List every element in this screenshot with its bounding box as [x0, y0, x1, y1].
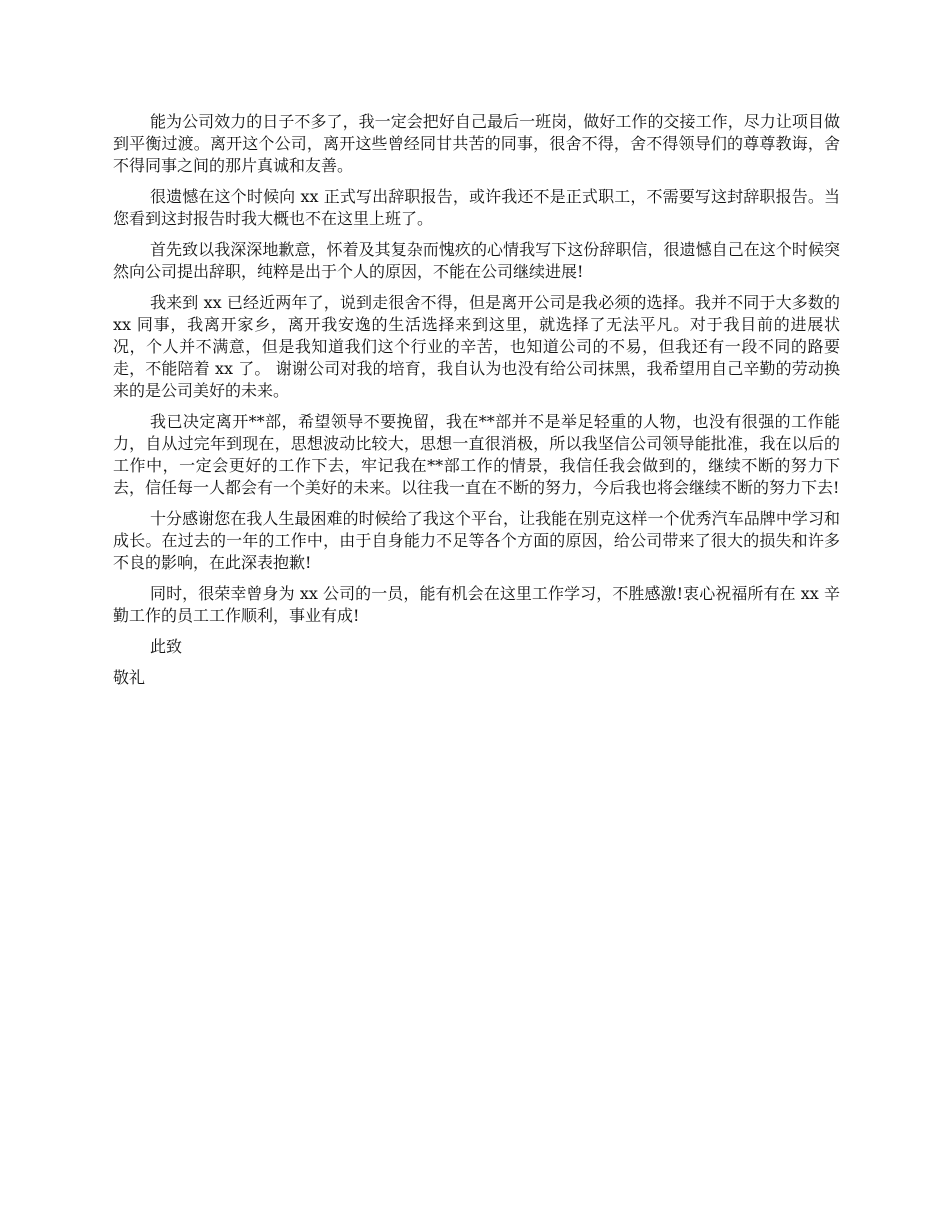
paragraph-7: 同时，很荣幸曾身为 xx 公司的一员，能有机会在这里工作学习，不胜感激!衷心祝福所有在 xx 辛勤工作的员工工作顺利，事业有成! — [113, 584, 840, 625]
paragraph-6: 十分感谢您在我人生最困难的时候给了我这个平台，让我能在别克这样一个优秀汽车品牌中学习和成长。在过去的一年的工作中，由于自身能力不足等各个方面的原因，给公司带来了很大的损失和许多不良的影响，在此深表抱歉! — [113, 509, 840, 572]
paragraph-1: 能为公司效力的日子不多了，我一定会把好自己最后一班岗，做好工作的交接工作，尽力让项目做到平衡过渡。离开这个公司，离开这些曾经同甘共苦的同事，很舍不得，舍不得领导们的尊尊教诲，舍不得同事之间的那片真诚和友善。 — [113, 112, 840, 175]
paragraph-4: 我来到 xx 已经近两年了，说到走很舍不得，但是离开公司是我必须的选择。我并不同于大多数的 xx 同事，我离开家乡，离开我安逸的生活选择来到这里，就选择了无法平凡。对于我目前的进展状况，个人并不满意，但是我知道我们这个行业的辛苦，也知道公司的不易，但我还有一段不同的路要走，不能陪着 xx 了。 谢谢公司对我的培育，我自认为也没有给公司抹黑，我希望用自己辛勤的劳动换来的是公司美好的未来。 — [113, 293, 840, 400]
paragraph-5: 我已决定离开**部，希望领导不要挽留，我在**部并不是举足轻重的人物，也没有很强的工作能力，自从过完年到现在，思想波动比较大，思想一直很消极，所以我坚信公司领导能批准，我在以后的工作中，一定会更好的工作下去，牢记我在**部工作的情景，我信任我会做到的，继续不断的努力下去，信任每一人都会有一个美好的未来。以往我一直在不断的努力，今后我也将会继续不断的努力下去! — [113, 412, 840, 497]
closing-line: 此致 — [150, 637, 183, 656]
paragraph-3: 首先致以我深深地歉意，怀着及其复杂而愧疚的心情我写下这份辞职信，很遗憾自己在这个时候突然向公司提出辞职，纯粹是出于个人的原因，不能在公司继续进展! — [113, 240, 840, 281]
document-page — [113, 111, 840, 689]
paragraph-2: 很遗憾在这个时候向 xx 正式写出辞职报告，或许我还不是正式职工，不需要写这封辞职报告。当您看到这封报告时我大概也不在这里上班了。 — [113, 187, 840, 228]
salutation-line: 敬礼 — [113, 668, 146, 687]
